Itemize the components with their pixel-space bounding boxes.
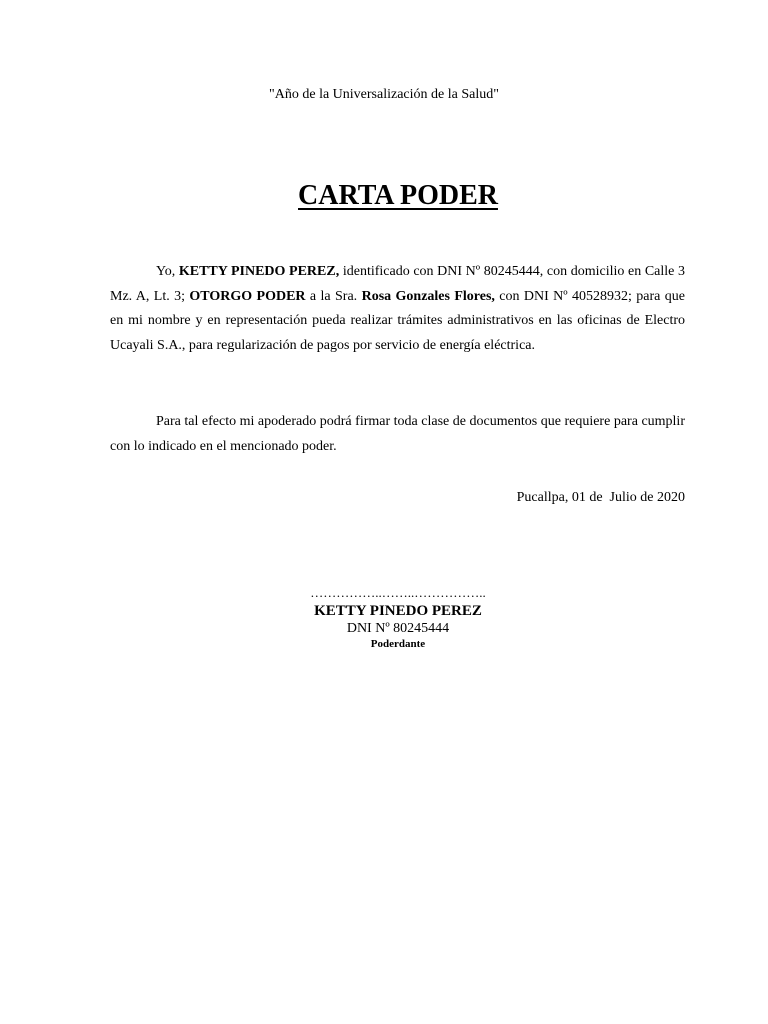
paragraph-grant (110, 260, 685, 358)
signature-block (0, 584, 768, 650)
signer-name: KETTY PINEDO PEREZ (314, 603, 482, 619)
signer-role: Poderdante (370, 638, 426, 650)
signer-dni: DNI Nº 80245444 (346, 621, 450, 636)
place-and-date: Pucallpa, 01 de Julio de 2020 (516, 490, 685, 505)
paragraph-authority (110, 410, 685, 459)
paragraph-text: con DNI Nº 40528932; para que en mi nombre y en representación pueda realizar trámites administrativos en las oficinas de Electro Ucayali S.A., para regularización de pagos por servicio de energía eléctrica. (110, 288, 685, 353)
paragraph-text: a la Sra. (305, 288, 362, 304)
attorney-name: Rosa Gonzales Flores, (361, 288, 495, 304)
motto-heading: "Año de la Universalización de la Salud" (269, 87, 499, 102)
signature-line: ……………..……..…………….. (310, 585, 486, 600)
grantor-name: KETTY PINEDO PEREZ, (178, 264, 340, 279)
paragraph-text: Yo, (156, 264, 179, 279)
grant-phrase: OTORGO PODER (189, 288, 306, 304)
document-title: CARTA PODER (298, 180, 498, 211)
paragraph-text: identificado con DNI Nº 80245444, con domicilio en Calle 3 Mz. A, Lt. 3; (110, 264, 686, 304)
paragraph-text: Para tal efecto mi apoderado podrá firmar toda clase de documentos que requiere para cumplir con lo indicado en el mencionado poder. (110, 414, 685, 454)
